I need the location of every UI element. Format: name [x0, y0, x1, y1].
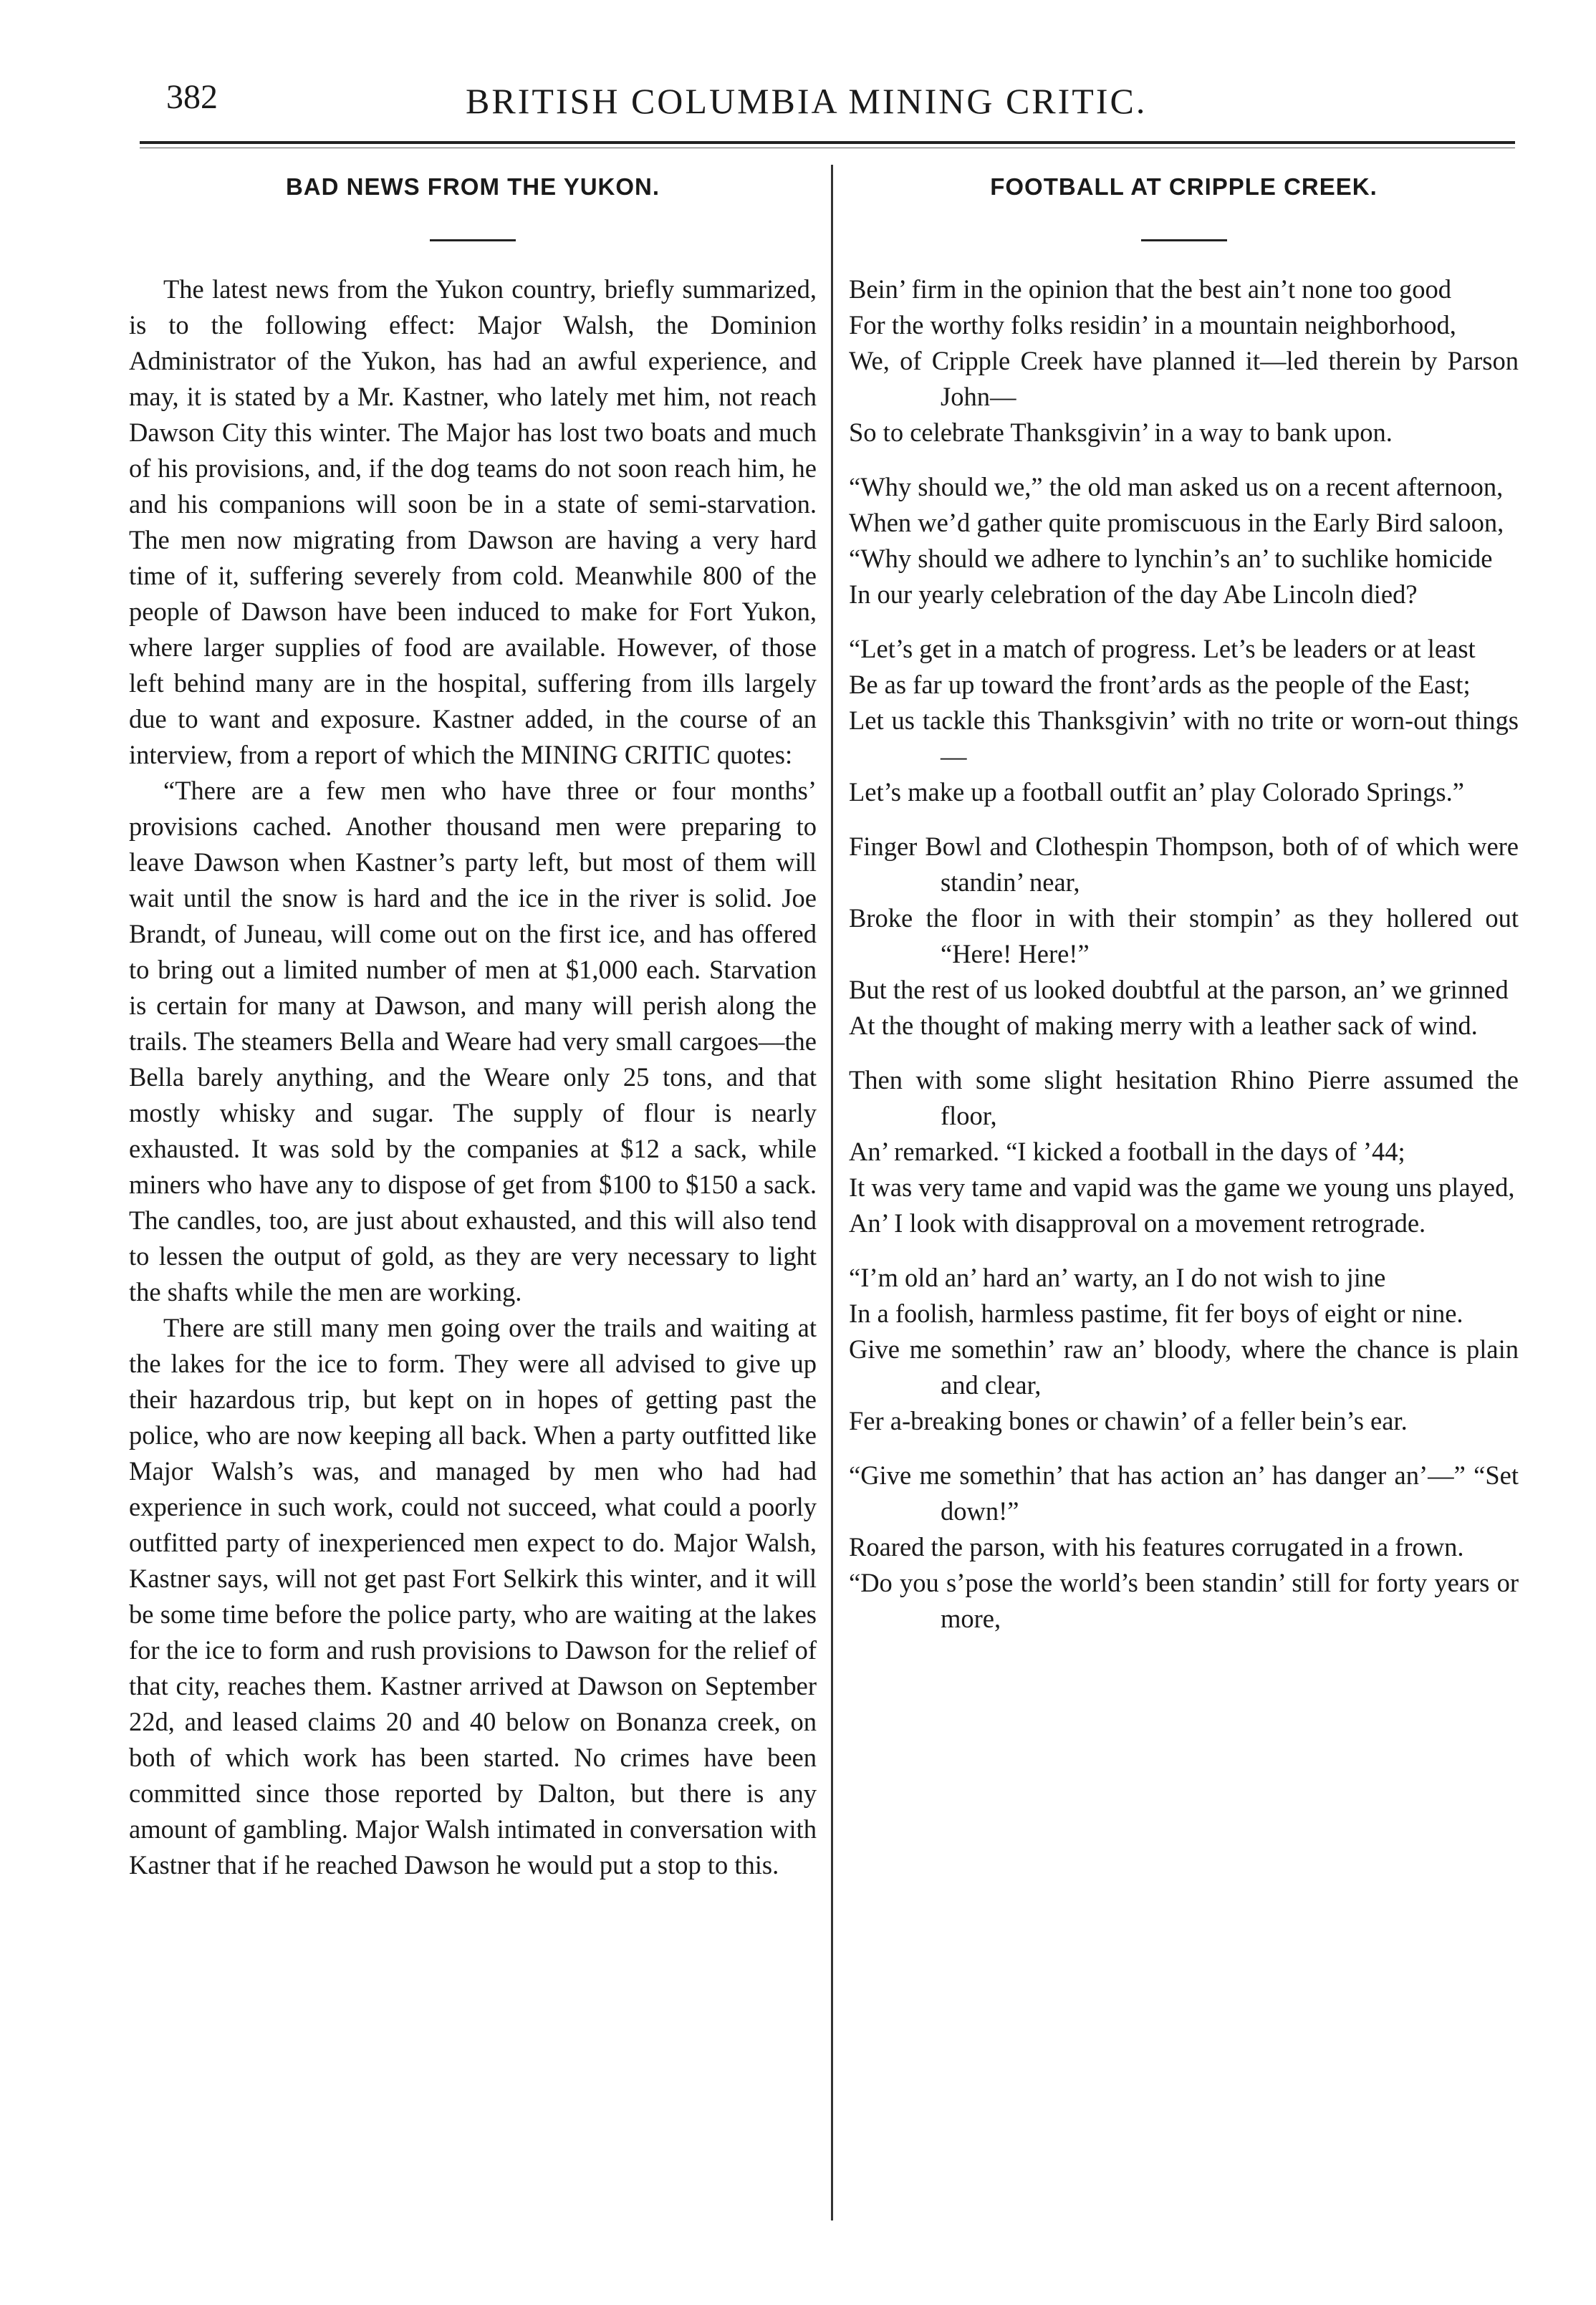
- headline-rule: [430, 239, 516, 241]
- running-head: BRITISH COLUMBIA MINING CRITIC.: [466, 81, 1148, 121]
- poem-stanza: [849, 1458, 1519, 1637]
- poem-stanza: [849, 1062, 1519, 1241]
- poem-line: Let’s make up a football outfit an’ play Colorado Springs.”: [849, 777, 1464, 807]
- poem-line: An’ I look with disapproval on a movement retrograde.: [849, 1208, 1426, 1238]
- poem-line: Bein’ firm in the opinion that the best ain’t none too good: [849, 274, 1452, 304]
- poem-line: In our yearly celebration of the day Abe Lincoln died?: [849, 579, 1418, 609]
- poem-line: “Let’s get in a match of progress. Let’s be leaders or at least: [849, 634, 1476, 663]
- right-column: [849, 163, 1519, 1637]
- poem-line: So to celebrate Thanksgivin’ in a way to bank upon.: [849, 418, 1393, 447]
- poem-line: Then with some slight hesitation Rhino Pierre assumed the floor,: [849, 1065, 1519, 1130]
- poem-line: But the rest of us looked doubtful at the parson, an’ we grinned: [849, 975, 1509, 1004]
- article-headline: BAD NEWS FROM THE YUKON.: [285, 173, 660, 200]
- poem: [849, 271, 1519, 1637]
- poem-line: For the worthy folks residin’ in a mountain neighborhood,: [849, 310, 1456, 340]
- poem-line: “Do you s’pose the world’s been standin’ still for forty years or more,: [849, 1568, 1519, 1633]
- poem-line: “Give me somethin’ that has action an’ has danger an’—” “Set down!”: [849, 1461, 1519, 1526]
- article-paragraph: “There are a few men who have three or four months’ provisions cached. Another thousand men were preparing to leave Dawson when Kastner’s party left, but most of them will wait until the snow is hard and the ice in the river is solid. Joe Brandt, of Juneau, will come out on the first ice, and has offered to bring out a limited number of men at $1,000 each. Starvation is certain for many at Dawson, and many will perish along the trails. The steamers Bella and Weare had very small cargoes—the Bella barely anything, and the Weare only 25 tons, and that mostly whisky and sugar. The supply of flour is nearly exhausted. It was sold by the companies at $12 a sack, while miners who have any to dispose of get from $100 to $150 a sack. The candles, too, are just about exhausted, and this will also tend to lessen the output of gold, as they are very necessary to light the shafts while the men are working.: [129, 776, 817, 1307]
- article-paragraph: The latest news from the Yukon country, briefly summarized, is to the following effect: Major Walsh, the Dominion Administrator of the Yukon, has had an awful experience, and may, it is stated by a Mr. Kastner, who lately met him, not reach Dawson City this winter. The Major has lost two boats and much of his provisions, and, if the dog teams do not soon reach him, he and his companions will soon be in a state of semi-starvation. The men now migrating from Dawson are having a very hard time of it, suffering severely from cold. Meanwhile 800 of the people of Dawson have been induced to make for Fort Yukon, where larger supplies of food are available. However, of those left behind many are in the hospital, suffering from ills largely due to want and exposure. Kastner added, in the course of an interview, from a report of which the MINING CRITIC quotes:: [129, 274, 817, 769]
- poem-line: At the thought of making merry with a leather sack of wind.: [849, 1011, 1478, 1040]
- poem-line: Broke the floor in with their stompin’ as they hollered out “Here! Here!”: [849, 903, 1519, 968]
- poem-line: We, of Cripple Creek have planned it—led therein by Parson John—: [849, 346, 1519, 411]
- poem-stanza: [849, 631, 1519, 810]
- poem-line: It was very tame and vapid was the game we young uns played,: [849, 1173, 1515, 1202]
- poem-headline: FOOTBALL AT CRIPPLE CREEK.: [990, 173, 1378, 200]
- article-paragraph: There are still many men going over the trails and waiting at the lakes for the ice to form. They were all advised to give up their hazardous trip, but kept on in hopes of getting past the police, who are now keeping all back. When a party outfitted like Major Walsh’s was, and managed by men who had had experience in such work, could not succeed, what could a poorly outfitted party of inexperienced men expect to do. Major Walsh, Kastner says, will not get past Fort Selkirk this winter, and it will be some time before the police party, who are waiting at the lakes for the ice to form and rush provisions to Dawson for the relief of that city, reaches them. Kastner arrived at Dawson on September 22d, and leased claims 20 and 40 below on Bonanza creek, on both of which work has been started. No crimes have been committed since those reported by Dalton, but there is any amount of gambling. Major Walsh intimated in conversation with Kastner that if he reached Dawson he would put a stop to this.: [129, 1313, 817, 1880]
- poem-line: Finger Bowl and Clothespin Thompson, both of of which were standin’ near,: [849, 832, 1519, 897]
- left-column: [129, 163, 817, 1883]
- poem-line: Be as far up toward the front’ards as the people of the East;: [849, 670, 1471, 699]
- poem-stanza: [849, 829, 1519, 1044]
- poem-line: Roared the parson, with his features corrugated in a frown.: [849, 1532, 1464, 1561]
- poem-stanza: [849, 469, 1519, 612]
- page-number: 382: [166, 78, 218, 116]
- poem-line: An’ remarked. “I kicked a football in the days of ’44;: [849, 1137, 1405, 1166]
- headline-rule: [1141, 239, 1227, 241]
- poem-line: Let us tackle this Thanksgivin’ with no trite or worn-out things—: [849, 706, 1519, 771]
- poem-line: “I’m old an’ hard an’ warty, an I do not wish to jine: [849, 1263, 1386, 1292]
- column-divider: [831, 165, 833, 2220]
- poem-line: Fer a-breaking bones or chawin’ of a feller bein’s ear.: [849, 1406, 1408, 1435]
- header-rule: [140, 141, 1515, 144]
- poem-line: When we’d gather quite promiscuous in the Early Bird saloon,: [849, 508, 1504, 537]
- poem-line: “Why should we,” the old man asked us on a recent afternoon,: [849, 472, 1504, 501]
- poem-line: In a foolish, harmless pastime, fit fer boys of eight or nine.: [849, 1299, 1463, 1328]
- poem-line: Give me somethin’ raw an’ bloody, where the chance is plain and clear,: [849, 1334, 1519, 1400]
- poem-line: “Why should we adhere to lynchin’s an’ to suchlike homicide: [849, 544, 1493, 573]
- poem-stanza: [849, 1260, 1519, 1439]
- poem-stanza: [849, 271, 1519, 451]
